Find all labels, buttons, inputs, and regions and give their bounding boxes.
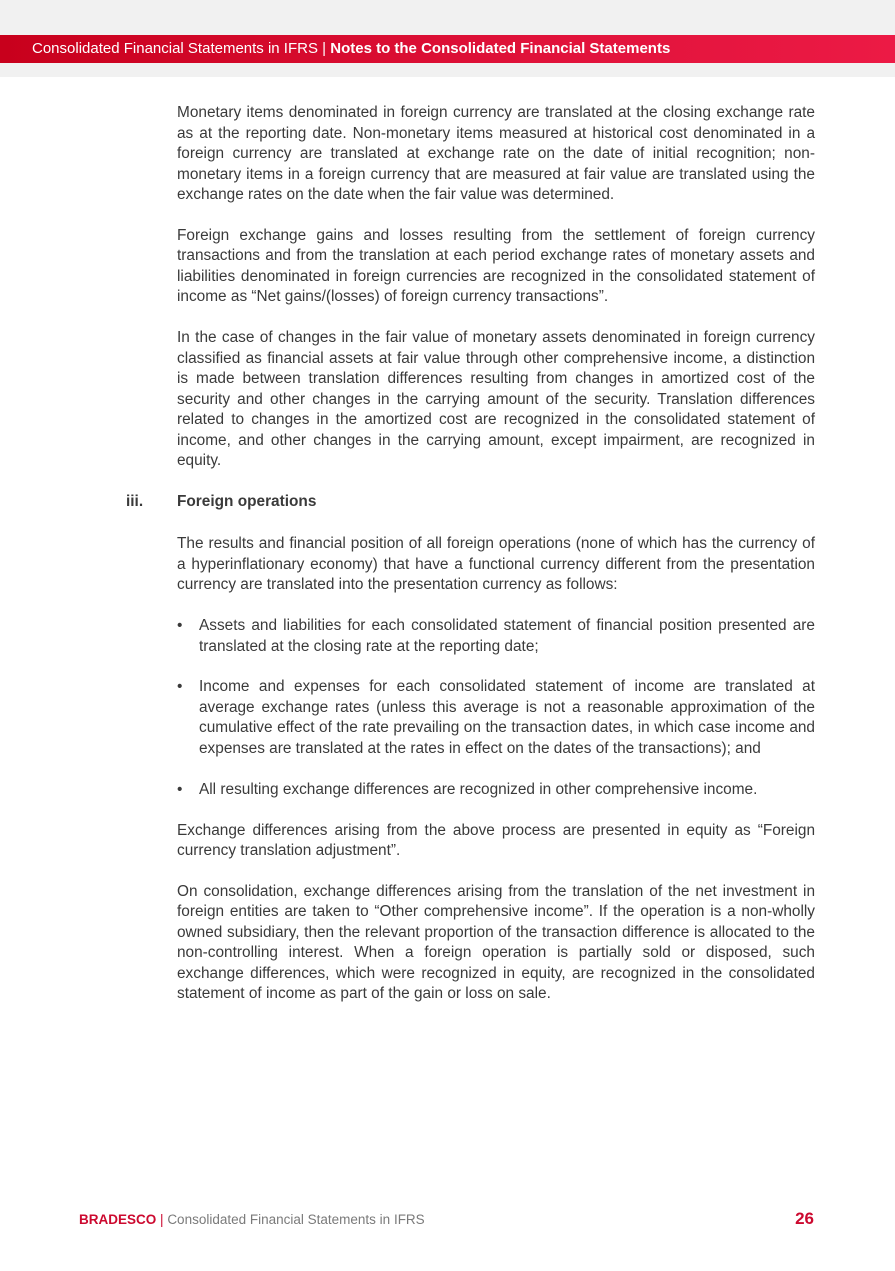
paragraph-consolidation: On consolidation, exchange differences arising from the translation of the net investment in foreign entities are taken to “Other comprehensive income”. If the operation is a non-wholly owned subsidiary, then the relevant proportion of the transaction difference is allocated to the non-controlling interest. When a foreign operation is partially sold or disposed, such exchange differences, which were recognized in equity, are recognized in the consolidated statement of income as part of the gain or loss on sale. [177,882,815,1003]
footer-separator: | [160,1212,164,1227]
section-title: Foreign operations [177,492,317,510]
list-item [177,780,815,801]
paragraph-fair-value-changes: In the case of changes in the fair value of monetary assets denominated in foreign currency classified as financial assets at fair value through other comprehensive income, a distinction is made between translation differences resulting from changes in amortized cost of the security and other changes in the carrying amount of the security. Translation differences related to changes in the amortized cost are recognized in the consolidated statement of income, and other changes in the carrying amount, except impairment, are recognized in equity. [177,329,815,470]
header-title-bold: Notes to the Consolidated Financial Statements [330,40,671,57]
section-number: iii. [126,492,144,510]
header-separator: | [322,40,327,57]
paragraph-exchange-differences: Exchange differences arising from the above process are presented in equity as “Foreign currency translation adjustment”. [177,821,815,860]
page-number: 26 [795,1209,814,1228]
bullet-icon: • [177,617,183,635]
section-heading [126,492,815,513]
list-item [177,616,815,657]
paragraph-foreign-operations-intro: The results and financial position of all foreign operations (none of which has the currency of a hyperinflationary economy) that have a functional currency different from the presentation currency are translated into the presentation currency as follows: [177,535,815,594]
top-band [0,0,895,35]
bullet-icon: • [177,678,183,696]
paragraph-fx-gains-losses: Foreign exchange gains and losses resulting from the settlement of foreign currency transactions and from the translation at each period exchange rates of monetary assets and liabilities denominated in foreign currencies are recognized in the consolidated statement of income as “Net gains/(losses) of foreign currency transactions”. [177,226,815,306]
footer [79,1211,425,1229]
list-item-text: Income and expenses for each consolidated statement of income are translated at average exchange rates (unless this average is not a reasonable approximation of the cumulative effect of the rate prevailing on the transaction dates, in which case income and expenses are translated at the rates in effect on the dates of the transactions); and [199,678,815,757]
header-title-regular: Consolidated Financial Statements in IFRS [32,40,318,57]
header-title [32,35,670,63]
footer-subtitle: Consolidated Financial Statements in IFRS [167,1212,425,1227]
footer-brand: BRADESCO [79,1212,157,1227]
list-item-text: All resulting exchange differences are recognized in other comprehensive income. [199,780,758,798]
document-body [126,103,815,1025]
bullet-list [177,616,815,800]
header-bar [0,35,895,63]
list-item [177,677,815,759]
list-item-text: Assets and liabilities for each consolidated statement of financial position presented are translated at the closing rate at the reporting date; [199,617,815,655]
sub-band [0,63,895,77]
paragraph-monetary-items: Monetary items denominated in foreign currency are translated at the closing exchange rate as at the reporting date. Non-monetary items measured at historical cost denominated in a foreign currency are translated at exchange rate on the date of initial recognition; non-monetary items in a foreign currency that are measured at fair value are translated using the exchange rates on the date when the fair value was determined. [177,104,815,203]
bullet-icon: • [177,780,183,798]
